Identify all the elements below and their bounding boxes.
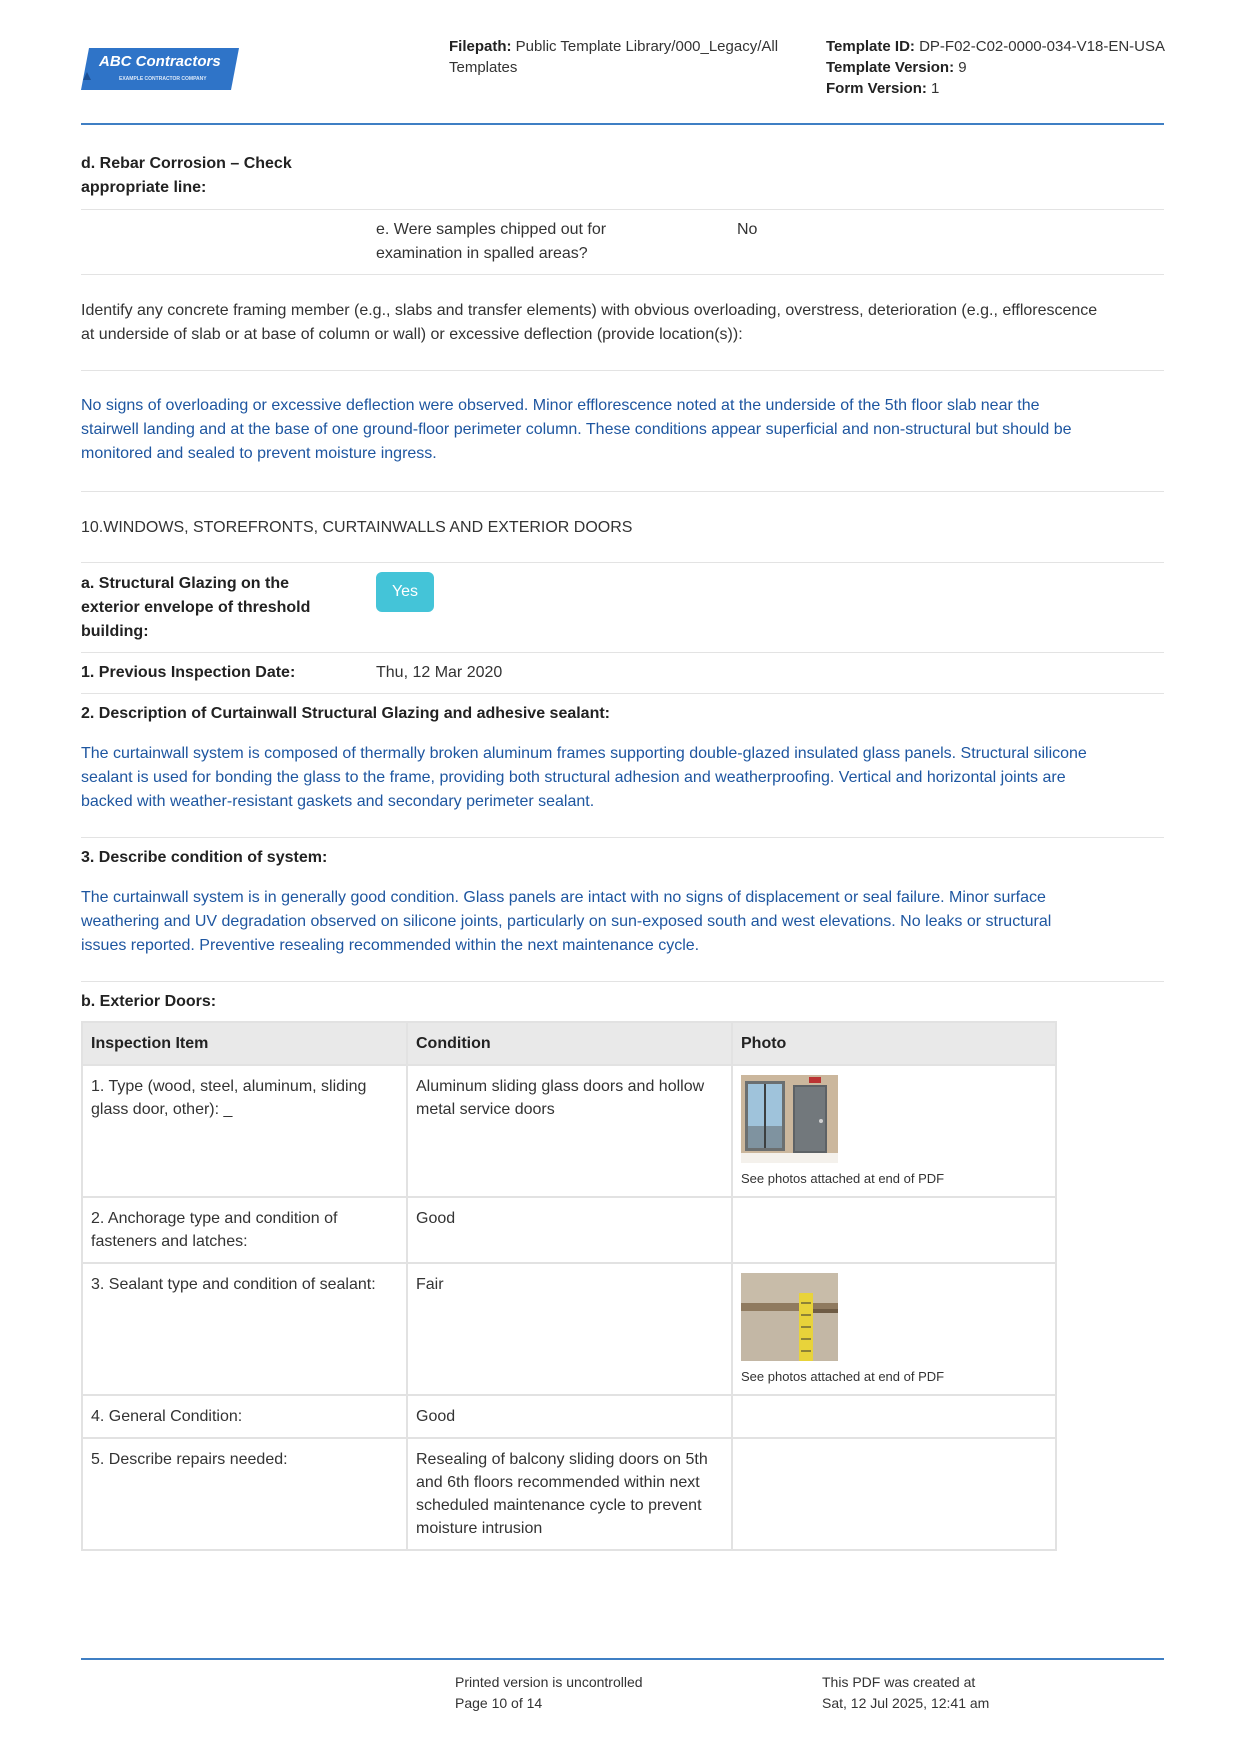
table-row — [82, 1065, 1056, 1197]
filepath-label: Filepath: — [449, 38, 512, 55]
divider — [81, 562, 1164, 563]
divider — [81, 209, 1164, 210]
prev-inspection-date: Thu, 12 Mar 2020 — [376, 664, 503, 681]
row-photo — [732, 1065, 1056, 1197]
divider — [81, 837, 1164, 838]
divider — [81, 274, 1164, 275]
glazing-description: The curtainwall system is composed of thermally broken aluminum frames supporting double-glazed insulated glass panels. Structural silicone sealant is used for bonding the glass to the frame, providing both structural adhesion and weatherproofing. Vertical and horizontal joints are backed with weather-resistant gaskets and secondary perimeter sealant. — [81, 745, 1087, 810]
template-id-label: Template ID: — [826, 38, 915, 55]
template-info — [826, 36, 1186, 99]
row-condition: Good — [407, 1395, 732, 1438]
company-logo — [81, 44, 241, 94]
door-photo-thumbnail[interactable] — [741, 1075, 838, 1163]
template-version-label: Template Version: — [826, 59, 955, 76]
page-number: Page 10 of 14 — [455, 1695, 543, 1711]
exterior-doors-label: b. Exterior Doors: — [81, 993, 217, 1010]
divider — [81, 981, 1164, 982]
header-divider — [81, 123, 1164, 125]
glazing-description-label: 2. Description of Curtainwall Structural Glazing and adhesive sealant: — [81, 705, 611, 722]
row-item: 3. Sealant type and condition of sealant: — [82, 1263, 407, 1395]
divider — [81, 693, 1164, 694]
system-condition: The curtainwall system is in generally good condition. Glass panels are intact with no signs of displacement or seal failure. Minor surface weathering and UV degradation observed on silicone joints, particularly on sun-exposed south and west elevations. No leaks or structural issues reported. Preventive resealing recommended within the next maintenance cycle. — [81, 889, 1052, 954]
divider — [81, 652, 1164, 653]
framing-answer: No signs of overloading or excessive deflection were observed. Minor efflorescence noted at the underside of the 5th floor slab near the stairwell landing and at the base of one ground-floor perimeter column. These conditions appear superficial and non-structural but should be monitored and sealed to prevent moisture ingress. — [81, 397, 1072, 462]
rebar-heading: d. Rebar Corrosion – Check appropriate line: — [81, 155, 292, 196]
form-version-label: Form Version: — [826, 80, 927, 97]
filepath — [449, 36, 779, 78]
glazing-yes-badge[interactable]: Yes — [376, 572, 434, 612]
table-row — [82, 1197, 1056, 1263]
created-label: This PDF was created at — [822, 1674, 976, 1690]
divider — [81, 370, 1164, 371]
system-condition-label: 3. Describe condition of system: — [81, 849, 328, 866]
row-condition: Fair — [407, 1263, 732, 1395]
uncontrolled-note: Printed version is uncontrolled — [455, 1674, 643, 1690]
row-photo — [732, 1395, 1056, 1438]
footer-created-info — [822, 1672, 989, 1714]
row-condition: Good — [407, 1197, 732, 1263]
row-photo — [732, 1197, 1056, 1263]
table-header-row — [82, 1022, 1056, 1065]
table-row — [82, 1438, 1056, 1550]
row-item: 4. General Condition: — [82, 1395, 407, 1438]
created-value: Sat, 12 Jul 2025, 12:41 am — [822, 1695, 990, 1711]
table-row — [82, 1395, 1056, 1438]
form-version-value: 1 — [931, 80, 940, 97]
row-condition: Aluminum sliding glass doors and hollow metal service doors — [407, 1065, 732, 1197]
photo-caption: See photos attached at end of PDF — [741, 1171, 945, 1186]
photo-caption: See photos attached at end of PDF — [741, 1369, 945, 1384]
filepath-value-cont: Templates — [449, 59, 518, 76]
footer-print-info — [455, 1672, 643, 1714]
row-condition: Resealing of balcony sliding doors on 5th and 6th floors recommended within next scheduled maintenance cycle to prevent moisture intrusion — [407, 1438, 732, 1550]
row-item: 5. Describe repairs needed: — [82, 1438, 407, 1550]
row-photo — [732, 1438, 1056, 1550]
samples-answer: No — [737, 221, 758, 238]
filepath-value: Public Template Library/000_Legacy/All — [515, 38, 779, 55]
template-id-value: DP-F02-C02-0000-034-V18-EN-USA — [919, 38, 1166, 55]
row-photo — [732, 1263, 1056, 1395]
template-version-value: 9 — [958, 59, 967, 76]
exterior-doors-table — [81, 1021, 1057, 1551]
column-header-condition: Condition — [407, 1022, 732, 1065]
logo-tagline: EXAMPLE CONTRACTOR COMPANY — [119, 76, 207, 82]
section-title: 10.WINDOWS, STOREFRONTS, CURTAINWALLS AND EXTERIOR DOORS — [81, 519, 633, 536]
sealant-photo-thumbnail[interactable] — [741, 1273, 838, 1361]
framing-question: Identify any concrete framing member (e.g., slabs and transfer elements) with obvious overloading, overstress, deterioration (e.g., efflorescence at underside of slab or at base of column or wall) or excessive deflection (provide location(s)): — [81, 302, 1098, 343]
column-header-photo: Photo — [732, 1022, 1056, 1065]
logo-name: ABC Contractors — [99, 53, 221, 70]
footer-divider — [81, 1658, 1164, 1660]
prev-inspection-label: 1. Previous Inspection Date: — [81, 664, 296, 681]
row-item: 2. Anchorage type and condition of fasteners and latches: — [82, 1197, 407, 1263]
samples-question: e. Were samples chipped out for examination in spalled areas? — [376, 221, 607, 262]
table-row — [82, 1263, 1056, 1395]
glazing-label: a. Structural Glazing on the exterior envelope of threshold building: — [81, 575, 311, 640]
row-item: 1. Type (wood, steel, aluminum, sliding glass door, other): _ — [82, 1065, 407, 1197]
divider — [81, 491, 1164, 492]
column-header-item: Inspection Item — [82, 1022, 407, 1065]
